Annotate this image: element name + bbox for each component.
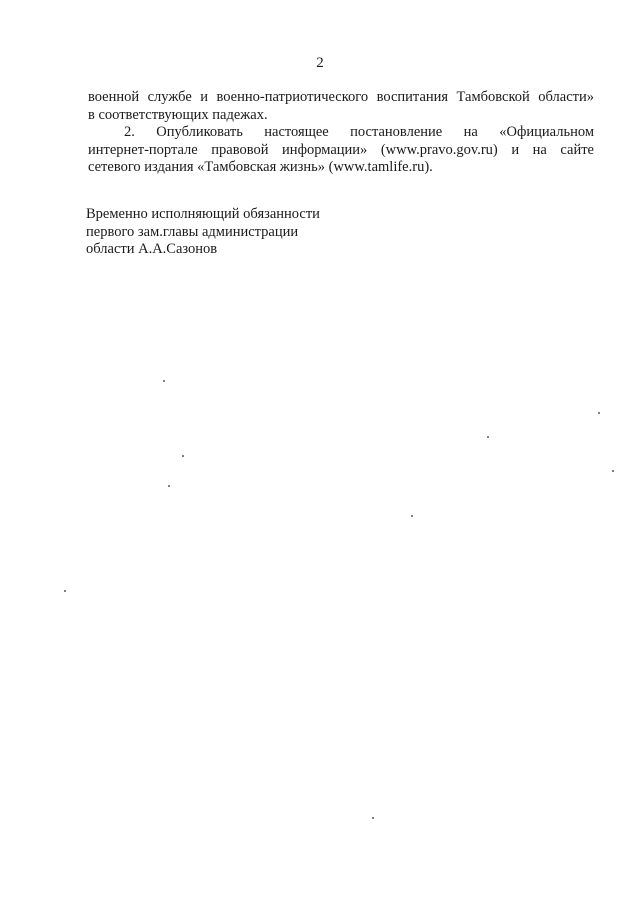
paragraph-line: сетевого издания «Тамбовская жизнь» (www.tamlife.ru).: [88, 159, 433, 175]
scan-speck: [411, 515, 413, 517]
signatory-name: А.А.Сазонов: [138, 241, 218, 257]
paragraph-line: интернет-портале правовой информации» (www.pravo.gov.ru) и на сайте: [88, 141, 594, 158]
scan-speck: [163, 380, 165, 382]
paragraph-line: военной службе и военно-патриотического воспитания Тамбовской области»: [88, 89, 594, 105]
signature-block: [86, 206, 406, 259]
paragraph-line: 2. Опубликовать настоящее постановление на «Официальном: [124, 124, 594, 140]
scan-speck: [372, 817, 374, 819]
signature-name-row: [86, 241, 406, 259]
signature-position-line: первого зам.главы администрации: [86, 223, 299, 240]
page-number: 2: [316, 55, 324, 71]
scan-speck: [182, 455, 184, 457]
signature-region: области: [86, 241, 135, 257]
signature-position-line: Временно исполняющий обязанности: [86, 206, 320, 222]
scan-speck: [64, 590, 66, 592]
scan-speck: [487, 436, 489, 438]
paragraph-publish-clause: [88, 124, 594, 177]
scan-speck: [168, 485, 170, 487]
scan-speck: [612, 470, 614, 472]
paragraph-line: в соответствующих падежах.: [88, 106, 268, 123]
paragraph-continuation: [88, 89, 594, 124]
scan-speck: [598, 412, 600, 414]
